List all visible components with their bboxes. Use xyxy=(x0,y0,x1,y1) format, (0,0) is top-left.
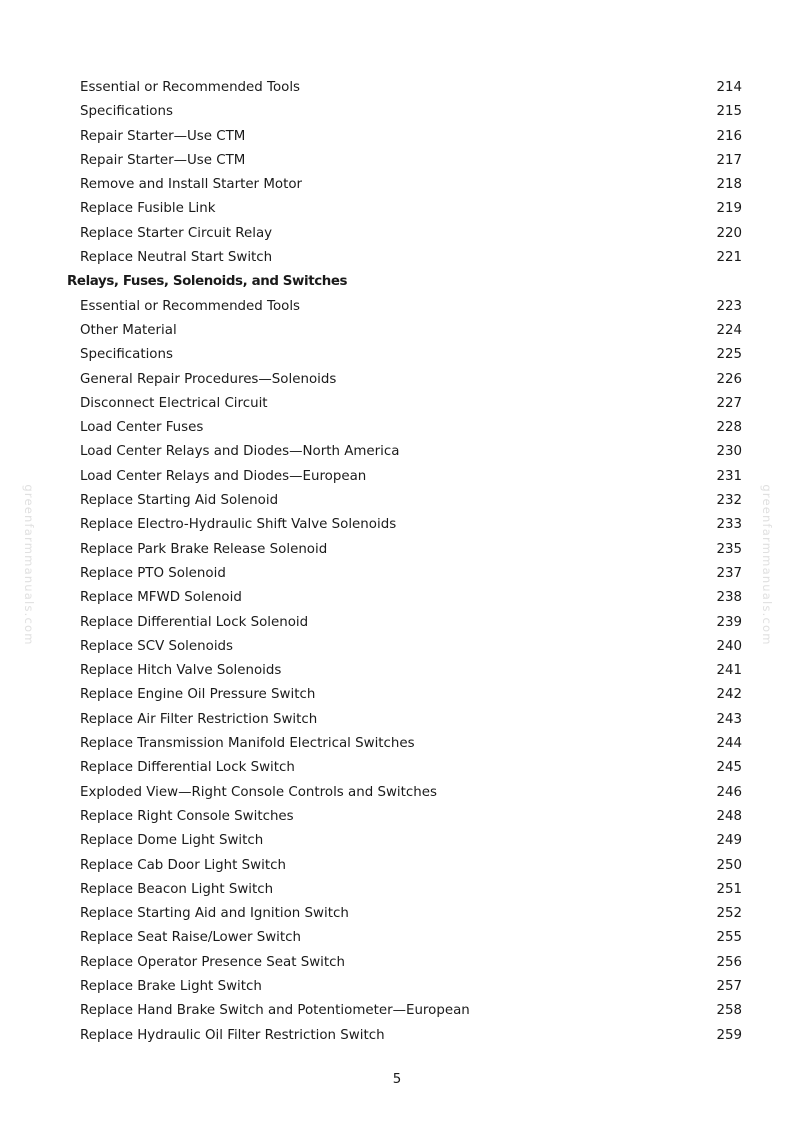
toc-entry-title: Replace Hydraulic Oil Filter Restriction Switch xyxy=(80,1027,385,1043)
toc-entry-title: Replace Differential Lock Solenoid xyxy=(80,614,309,630)
toc-entry[interactable] xyxy=(0,854,794,878)
toc-entry-title: Replace Fusible Link xyxy=(80,201,216,217)
toc-entry[interactable] xyxy=(0,149,794,173)
table-of-contents xyxy=(0,76,794,1048)
toc-entry-title: Load Center Fuses xyxy=(80,420,204,436)
toc-entry-page-number: 250 xyxy=(716,857,742,873)
toc-entry-title: Remove and Install Starter Motor xyxy=(80,177,303,193)
toc-section-heading xyxy=(0,270,794,294)
toc-entry[interactable] xyxy=(0,173,794,197)
toc-entry-page-number: 217 xyxy=(716,152,742,168)
toc-entry-page-number: 245 xyxy=(716,760,742,776)
toc-entry[interactable] xyxy=(0,586,794,610)
toc-entry-page-number: 257 xyxy=(716,978,742,994)
toc-entry[interactable] xyxy=(0,513,794,537)
toc-entry-page-number: 227 xyxy=(716,395,742,411)
toc-entry[interactable] xyxy=(0,975,794,999)
toc-entry-title: Repair Starter—Use CTM xyxy=(80,152,246,168)
toc-entry-title: Replace Seat Raise/Lower Switch xyxy=(80,930,301,946)
toc-entry-title: Replace MFWD Solenoid xyxy=(80,590,242,606)
toc-entry[interactable] xyxy=(0,732,794,756)
toc-entry-title: Replace Dome Light Switch xyxy=(80,833,264,849)
toc-entry[interactable] xyxy=(0,659,794,683)
toc-entry[interactable] xyxy=(0,902,794,926)
toc-entry-page-number: 258 xyxy=(716,1003,742,1019)
toc-entry-page-number: 252 xyxy=(716,906,742,922)
section-heading-title: Relays, Fuses, Solenoids, and Switches xyxy=(67,274,348,290)
toc-entry-page-number: 244 xyxy=(716,736,742,752)
toc-entry[interactable] xyxy=(0,708,794,732)
toc-entry[interactable] xyxy=(0,392,794,416)
toc-entry-title: Replace Engine Oil Pressure Switch xyxy=(80,687,316,703)
toc-entry-title: Replace Transmission Manifold Electrical Switches xyxy=(80,736,415,752)
toc-entry-title: Replace Park Brake Release Solenoid xyxy=(80,541,328,557)
toc-entry-title: Replace Hand Brake Switch and Potentiometer—European xyxy=(80,1003,470,1019)
toc-entry[interactable] xyxy=(0,635,794,659)
toc-entry[interactable] xyxy=(0,1024,794,1048)
toc-entry-page-number: 226 xyxy=(716,371,742,387)
toc-entry-title: Replace Right Console Switches xyxy=(80,808,294,824)
toc-entry-page-number: 220 xyxy=(716,225,742,241)
toc-entry-page-number: 251 xyxy=(716,881,742,897)
toc-entry-page-number: 240 xyxy=(716,638,742,654)
toc-entry[interactable] xyxy=(0,878,794,902)
toc-entry-page-number: 223 xyxy=(716,298,742,314)
toc-entry[interactable] xyxy=(0,295,794,319)
toc-entry-title: Replace Starter Circuit Relay xyxy=(80,225,273,241)
toc-entry[interactable] xyxy=(0,562,794,586)
toc-entry-page-number: 239 xyxy=(716,614,742,630)
toc-entry-page-number: 237 xyxy=(716,565,742,581)
toc-entry-page-number: 233 xyxy=(716,517,742,533)
toc-entry-title: Load Center Relays and Diodes—North America xyxy=(80,444,400,460)
toc-entry-page-number: 256 xyxy=(716,954,742,970)
toc-entry-page-number: 215 xyxy=(716,104,742,120)
page-number: 5 xyxy=(392,1072,402,1087)
toc-entry-title: Load Center Relays and Diodes—European xyxy=(80,468,367,484)
toc-entry-title: Repair Starter—Use CTM xyxy=(80,128,246,144)
toc-entry[interactable] xyxy=(0,368,794,392)
toc-entry[interactable] xyxy=(0,343,794,367)
toc-entry-title: Exploded View—Right Console Controls and Switches xyxy=(80,784,437,800)
toc-entry-page-number: 224 xyxy=(716,322,742,338)
toc-entry-title: Replace PTO Solenoid xyxy=(80,565,226,581)
toc-entry-page-number: 216 xyxy=(716,128,742,144)
toc-entry[interactable] xyxy=(0,999,794,1023)
toc-entry-title: Replace Starting Aid Solenoid xyxy=(80,493,279,509)
toc-entry[interactable] xyxy=(0,805,794,829)
toc-entry-page-number: 225 xyxy=(716,347,742,363)
toc-entry-page-number: 242 xyxy=(716,687,742,703)
toc-entry-page-number: 219 xyxy=(716,201,742,217)
toc-entry-title: Disconnect Electrical Circuit xyxy=(80,395,268,411)
toc-entry-page-number: 232 xyxy=(716,493,742,509)
toc-entry[interactable] xyxy=(0,756,794,780)
toc-entry-title: Replace Starting Aid and Ignition Switch xyxy=(80,906,349,922)
toc-entry-title: Specifications xyxy=(80,104,173,120)
toc-entry-page-number: 235 xyxy=(716,541,742,557)
toc-entry-title: Replace Differential Lock Switch xyxy=(80,760,295,776)
toc-entry-title: Replace Neutral Start Switch xyxy=(80,250,273,266)
toc-entry-title: Other Material xyxy=(80,322,177,338)
toc-entry[interactable] xyxy=(0,125,794,149)
toc-entry[interactable] xyxy=(0,829,794,853)
toc-entry-page-number: 241 xyxy=(716,663,742,679)
toc-entry[interactable] xyxy=(0,489,794,513)
toc-entry-page-number: 246 xyxy=(716,784,742,800)
toc-entry[interactable] xyxy=(0,100,794,124)
toc-entry[interactable] xyxy=(0,440,794,464)
toc-entry-title: Replace Electro-Hydraulic Shift Valve Solenoids xyxy=(80,517,397,533)
toc-entry-page-number: 248 xyxy=(716,808,742,824)
toc-entry-page-number: 249 xyxy=(716,833,742,849)
toc-entry-page-number: 238 xyxy=(716,590,742,606)
toc-entry-page-number: 255 xyxy=(716,930,742,946)
toc-entry[interactable] xyxy=(0,951,794,975)
toc-entry-page-number: 218 xyxy=(716,177,742,193)
toc-entry-page-number: 243 xyxy=(716,711,742,727)
toc-entry-title: Replace SCV Solenoids xyxy=(80,638,234,654)
toc-entry[interactable] xyxy=(0,781,794,805)
toc-entry[interactable] xyxy=(0,197,794,221)
watermark-left: greenfarmmanuals.com xyxy=(22,484,36,646)
toc-entry[interactable] xyxy=(0,611,794,635)
watermark-right: greenfarmmanuals.com xyxy=(760,484,774,646)
toc-entry-page-number: 214 xyxy=(716,80,742,95)
toc-entry-page-number: 228 xyxy=(716,420,742,436)
toc-entry-page-number: 259 xyxy=(716,1027,742,1043)
toc-entry-title: Replace Brake Light Switch xyxy=(80,978,262,994)
toc-entry-title: Specifications xyxy=(80,347,173,363)
toc-entry-page-number: 221 xyxy=(716,250,742,266)
toc-entry[interactable] xyxy=(0,683,794,707)
toc-entry-page-number: 231 xyxy=(716,468,742,484)
toc-entry[interactable] xyxy=(0,926,794,950)
toc-entry[interactable] xyxy=(0,416,794,440)
toc-entry[interactable] xyxy=(0,76,794,100)
toc-entry-title: General Repair Procedures—Solenoids xyxy=(80,371,337,387)
toc-entry[interactable] xyxy=(0,465,794,489)
toc-entry-title: Replace Air Filter Restriction Switch xyxy=(80,711,318,727)
toc-entry[interactable] xyxy=(0,319,794,343)
toc-entry-title: Replace Operator Presence Seat Switch xyxy=(80,954,345,970)
toc-entry[interactable] xyxy=(0,538,794,562)
toc-entry-title: Essential or Recommended Tools xyxy=(80,298,301,314)
toc-entry-page-number: 230 xyxy=(716,444,742,460)
toc-entry-title: Essential or Recommended Tools xyxy=(80,80,301,95)
toc-entry-title: Replace Hitch Valve Solenoids xyxy=(80,663,282,679)
toc-entry[interactable] xyxy=(0,222,794,246)
toc-entry-title: Replace Cab Door Light Switch xyxy=(80,857,286,873)
toc-entry-title: Replace Beacon Light Switch xyxy=(80,881,274,897)
toc-entry[interactable] xyxy=(0,246,794,270)
